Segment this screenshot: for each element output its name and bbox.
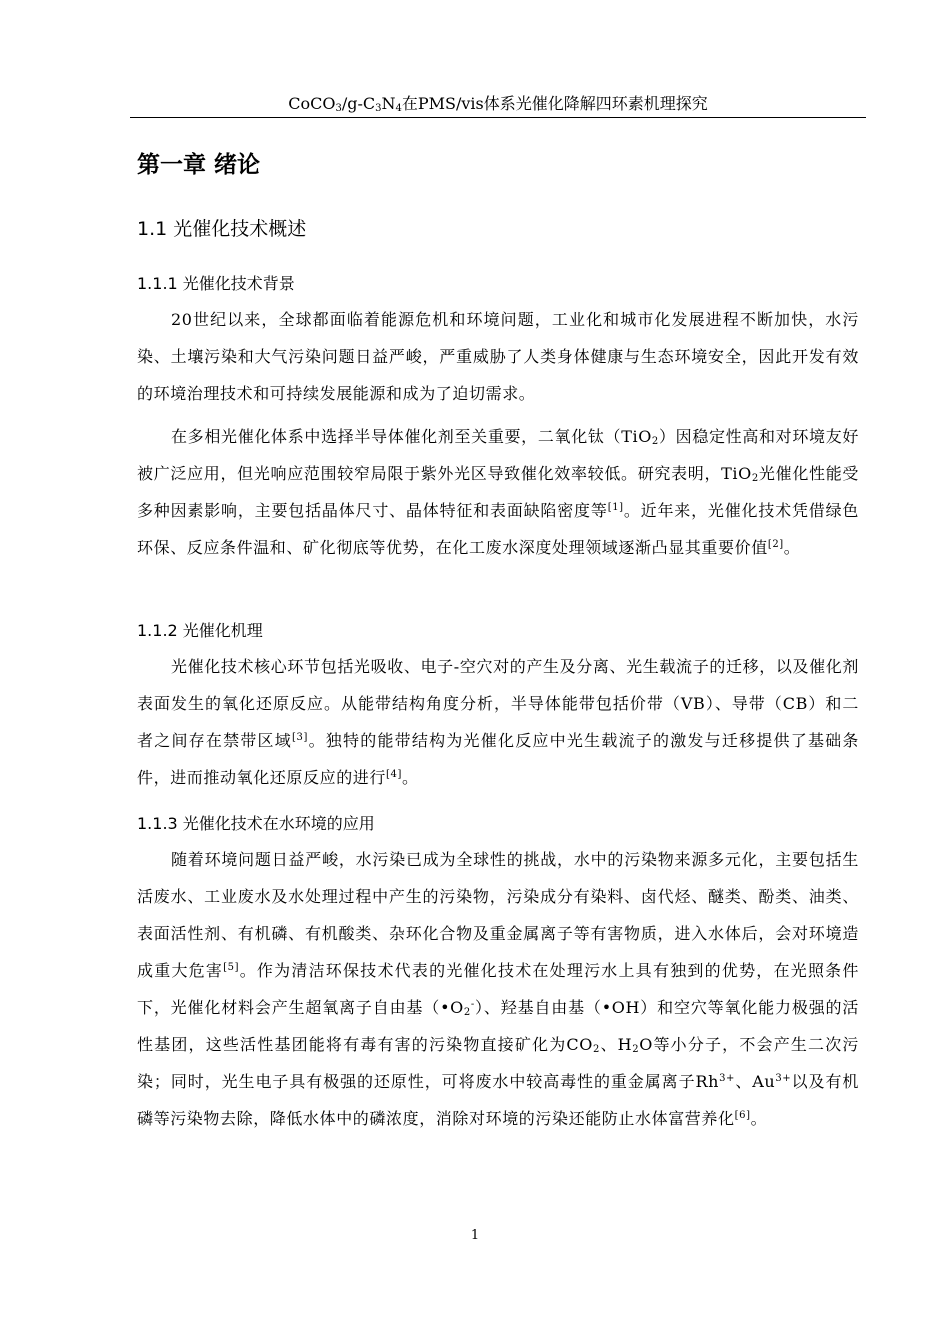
paragraph-background-2: [137, 418, 859, 566]
paragraph-text: ）、羟基自由基（•OH）和空穴等氧化能力极强的活性基团，这些活性基团能将有毒有害的污染物直接矿化为CO: [137, 998, 859, 1054]
paragraph-water-application: [137, 841, 859, 1137]
paragraph-text: 光催化技术核心环节包括光吸收、电子-空穴对的产生及分离、光生载流子的迁移，以及催化剂表面发生的氧化还原反应。从能带结构角度分析，半导体能带包括价带（VB）、导带（CB）和二者之间存在禁带区域: [137, 657, 859, 750]
paragraph-text: 、H: [599, 1035, 633, 1054]
header-subscript: 3: [375, 103, 382, 114]
citation-ref: [1]: [607, 502, 624, 513]
section-title-1-1: 1.1 光催化技术概述: [137, 218, 307, 240]
citation-ref: [5]: [223, 962, 240, 973]
header-text: 在PMS/vis体系光催化降解四环素机理探究: [401, 94, 708, 113]
paragraph-text: 在多相光催化体系中选择半导体催化剂至关重要，二氧化钛（TiO: [171, 427, 652, 446]
page-number: 1: [470, 1228, 480, 1243]
header-rule: [130, 117, 866, 118]
running-header: [130, 93, 866, 115]
header-subscript: 3: [335, 103, 342, 114]
citation-ref: [4]: [386, 769, 402, 780]
citation-ref: [2]: [767, 539, 784, 550]
citation-ref: [3]: [291, 732, 308, 743]
paragraph-text: 光催化性能受多种因素影响，主要包括晶体尺寸、晶体特征和表面缺陷密度等: [137, 464, 859, 520]
paragraph-text: 、Au: [735, 1072, 776, 1091]
paragraph-text: 。: [401, 768, 419, 787]
paragraph-text: 。: [750, 1109, 768, 1128]
subscript: 2: [632, 1044, 640, 1055]
citation-ref: [6]: [734, 1110, 751, 1121]
subscript: 2: [592, 1044, 600, 1055]
paragraph-background-1: [137, 301, 859, 412]
paragraph-text: 。近年来，光催化技术凭借绿色环保、反应条件温和、矿化彻底等优势，在化工废水深度处理领域逐渐凸显其重要价值: [137, 501, 859, 557]
paragraph-text: ）因稳定性高和对环境友好被广泛应用，但光响应范围较窄局限于紫外光区导致催化效率较低。研究表明，TiO: [137, 427, 859, 483]
subscript: 2: [751, 473, 759, 484]
header-text: CoCO: [288, 94, 336, 113]
subsection-title-1-1-2: 1.1.2 光催化机理: [137, 621, 263, 640]
header-text: N: [381, 94, 396, 113]
header-text: /g-C: [341, 94, 376, 113]
subscript: 2: [651, 436, 659, 447]
paragraph-text: 。作为清洁环保技术代表的光催化技术在处理污水上具有独到的优势，在光照条件下，光催化材料会产生超氧离子自由基（•O: [137, 961, 859, 1017]
paragraph-mechanism: [137, 648, 859, 796]
superscript: -: [470, 999, 475, 1010]
paragraph-text: 。独特的能带结构为光催化反应中光生载流子的激发与迁移提供了基础条件，进而推动氧化还原反应的进行: [137, 731, 859, 787]
paragraph-text: 随着环境问题日益严峻，水污染已成为全球性的挑战，水中的污染物来源多元化，主要包括生活废水、工业废水及水处理过程中产生的污染物，污染成分有染料、卤代烃、醚类、酚类、油类、表面活性剂、有机磷、有机酸类、杂环化合物及重金属离子等有害物质，进入水体后，会对环境造成重大危害: [137, 850, 859, 980]
chapter-title: 第一章 绪论: [137, 152, 261, 178]
subsection-title-1-1-1: 1.1.1 光催化技术背景: [137, 274, 295, 293]
subsection-title-1-1-3: 1.1.3 光催化技术在水环境的应用: [137, 814, 375, 833]
paragraph-text: 。: [783, 538, 801, 557]
paragraph-text: 以及有机磷等污染物去除，降低水体中的磷浓度，消除对环境的污染还能防止水体富营养化: [137, 1072, 859, 1128]
superscript: 3+: [719, 1073, 736, 1084]
superscript: 3+: [775, 1073, 792, 1084]
header-subscript: 4: [395, 103, 402, 114]
subscript: 2: [463, 1007, 471, 1018]
paragraph-text: 20世纪以来，全球都面临着能源危机和环境问题，工业化和城市化发展进程不断加快，水污染、土壤污染和大气污染问题日益严峻，严重威胁了人类身体健康与生态环境安全，因此开发有效的环境治理技术和可持续发展能源和成为了迫切需求。: [137, 310, 859, 403]
paragraph-text: O等小分子，不会产生二次污染；同时，光生电子具有极强的还原性，可将废水中较高毒性的重金属离子Rh: [137, 1035, 860, 1091]
